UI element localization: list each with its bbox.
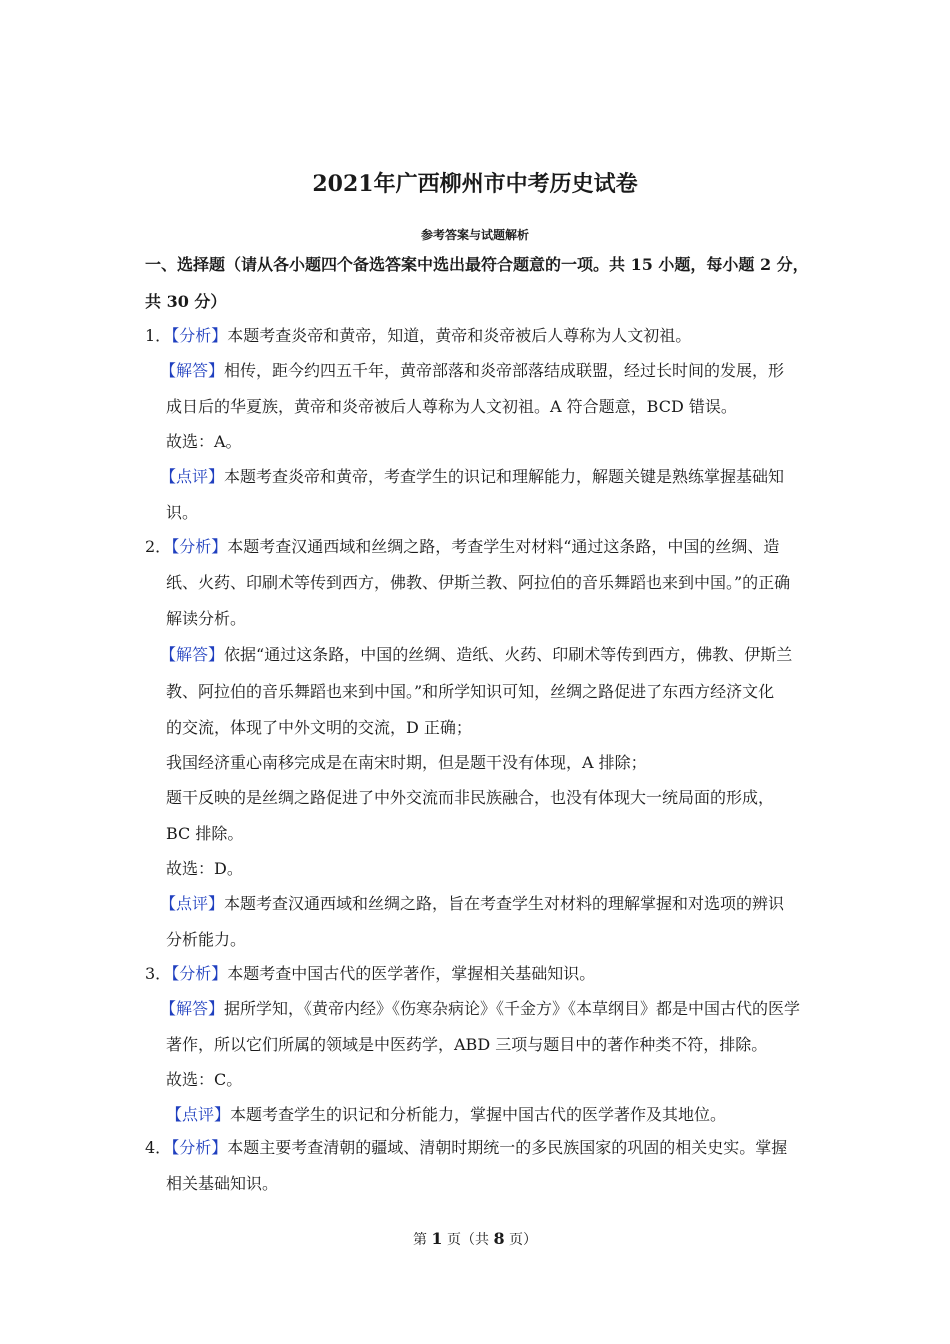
q3-analysis-text: 本题考查中国古代的医学著作，掌握相关基础知识。: [227, 964, 596, 983]
q2-analysis-line2: 纸、火药、印刷术等传到西方，佛教、伊斯兰教、阿拉伯的音乐舞蹈也来到中国。”的正确: [166, 573, 791, 592]
q1-answer-tag: 【解答】: [160, 361, 225, 380]
q2-answer-text1: 依据“通过这条路，中国的丝绸、造纸、火药、印刷术等传到西方，佛教、伊斯兰: [224, 645, 793, 664]
q3-answer-text1: 据所学知，《黄帝内经》《伤寒杂病论》《千金方》《本草纲目》都是中国古代的医学: [224, 999, 801, 1018]
footer-middle: 页（共: [442, 1232, 494, 1248]
q2-number: 2．: [145, 537, 172, 556]
q2-comment-tag: 【点评】: [160, 894, 225, 913]
q2-answer-line6: BC 排除。: [166, 824, 244, 843]
q1-analysis-tag: 【分析】: [171, 326, 228, 345]
q2-comment-line1: [160, 894, 784, 914]
q1-answer-line2: 成日后的华夏族，黄帝和炎帝被后人尊称为人文初祖。A 符合题意，BCD 错误。: [166, 397, 737, 416]
q1-comment-text1: 本题考查炎帝和黄帝，考查学生的识记和理解能力，解题关键是熟练掌握基础知: [224, 467, 785, 486]
q3-answer-line2: 著作，所以它们所属的领域是中医药学，ABD 三项与题目中的著作种类不符，排除。: [166, 1035, 768, 1054]
q4-analysis-tag: 【分析】: [171, 1138, 228, 1157]
q3-answer-line1: [160, 999, 800, 1019]
footer-page-number: 1: [431, 1229, 443, 1248]
q3-analysis-tag: 【分析】: [171, 964, 228, 983]
q3-number: 3．: [145, 964, 172, 983]
q1-choice: 故选：A。: [166, 432, 242, 451]
q2-analysis-text1: 本题考查汉通西域和丝绸之路，考查学生对材料“通过这条路，中国的丝绸、造: [227, 537, 780, 556]
section-heading-line1: 一、选择题（请从各小题四个备选答案中选出最符合题意的一项。共 15 小题，每小题 2 分，: [145, 255, 809, 274]
q3-comment-line: [166, 1105, 726, 1125]
q2-answer-line3: 的交流，体现了中外文明的交流，D 正确；: [166, 718, 472, 737]
q1-comment-line1: [160, 467, 784, 487]
q2-answer-tag: 【解答】: [160, 645, 225, 664]
footer-prefix: 第: [412, 1232, 432, 1248]
q1-answer-line1: [160, 361, 784, 381]
footer-suffix: 页）: [504, 1232, 538, 1248]
q2-answer-line5: 题干反映的是丝绸之路促进了中外交流而非民族融合，也没有体现大一统局面的形成，: [166, 788, 775, 807]
q4-number: 4．: [145, 1138, 172, 1157]
q1-comment-tag: 【点评】: [160, 467, 225, 486]
footer-total-pages: 8: [493, 1229, 505, 1248]
page-footer: [0, 1229, 950, 1250]
q1-answer-text1: 相传，距今约四五千年，黄帝部落和炎帝部落结成联盟，经过长时间的发展，形: [224, 361, 785, 380]
q2-comment-line2: 分析能力。: [166, 930, 247, 949]
q3-comment-text: 本题考查学生的识记和分析能力，掌握中国古代的医学著作及其地位。: [230, 1105, 727, 1124]
q2-answer-line2: 教、阿拉伯的音乐舞蹈也来到中国。”和所学知识可知，丝绸之路促进了东西方经济文化: [166, 682, 775, 701]
q2-comment-text1: 本题考查汉通西域和丝绸之路，旨在考查学生对材料的理解掌握和对选项的辨识: [224, 894, 785, 913]
q2-choice: 故选：D。: [166, 859, 243, 878]
q4-analysis-text1: 本题主要考查清朝的疆域、清朝时期统一的多民族国家的巩固的相关史实。掌握: [227, 1138, 788, 1157]
q2-analysis-line1: [145, 537, 779, 557]
q1-analysis-text: 本题考查炎帝和黄帝，知道，黄帝和炎帝被后人尊称为人文初祖。: [227, 326, 692, 345]
q3-choice: 故选：C。: [166, 1070, 243, 1089]
q2-answer-line4: 我国经济重心南移完成是在南宋时期，但是题干没有体现，A 排除；: [166, 753, 647, 772]
q3-answer-tag: 【解答】: [160, 999, 225, 1018]
q2-analysis-line3: 解读分析。: [166, 609, 247, 628]
section-heading-line2: 共 30 分）: [145, 292, 227, 311]
q4-analysis-line2: 相关基础知识。: [166, 1174, 279, 1193]
q3-analysis-line: [145, 964, 595, 984]
q1-analysis-line: [145, 326, 691, 346]
q1-number: 1．: [145, 326, 172, 345]
q4-analysis-line1: [145, 1138, 787, 1158]
q1-comment-line2: 识。: [166, 503, 199, 522]
document-subtitle: 参考答案与试题解析: [420, 228, 529, 242]
q3-comment-tag: 【点评】: [166, 1105, 231, 1124]
document-title: 2021年广西柳州市中考历史试卷: [312, 171, 638, 197]
q2-answer-line1: [160, 645, 792, 665]
q2-analysis-tag: 【分析】: [171, 537, 228, 556]
